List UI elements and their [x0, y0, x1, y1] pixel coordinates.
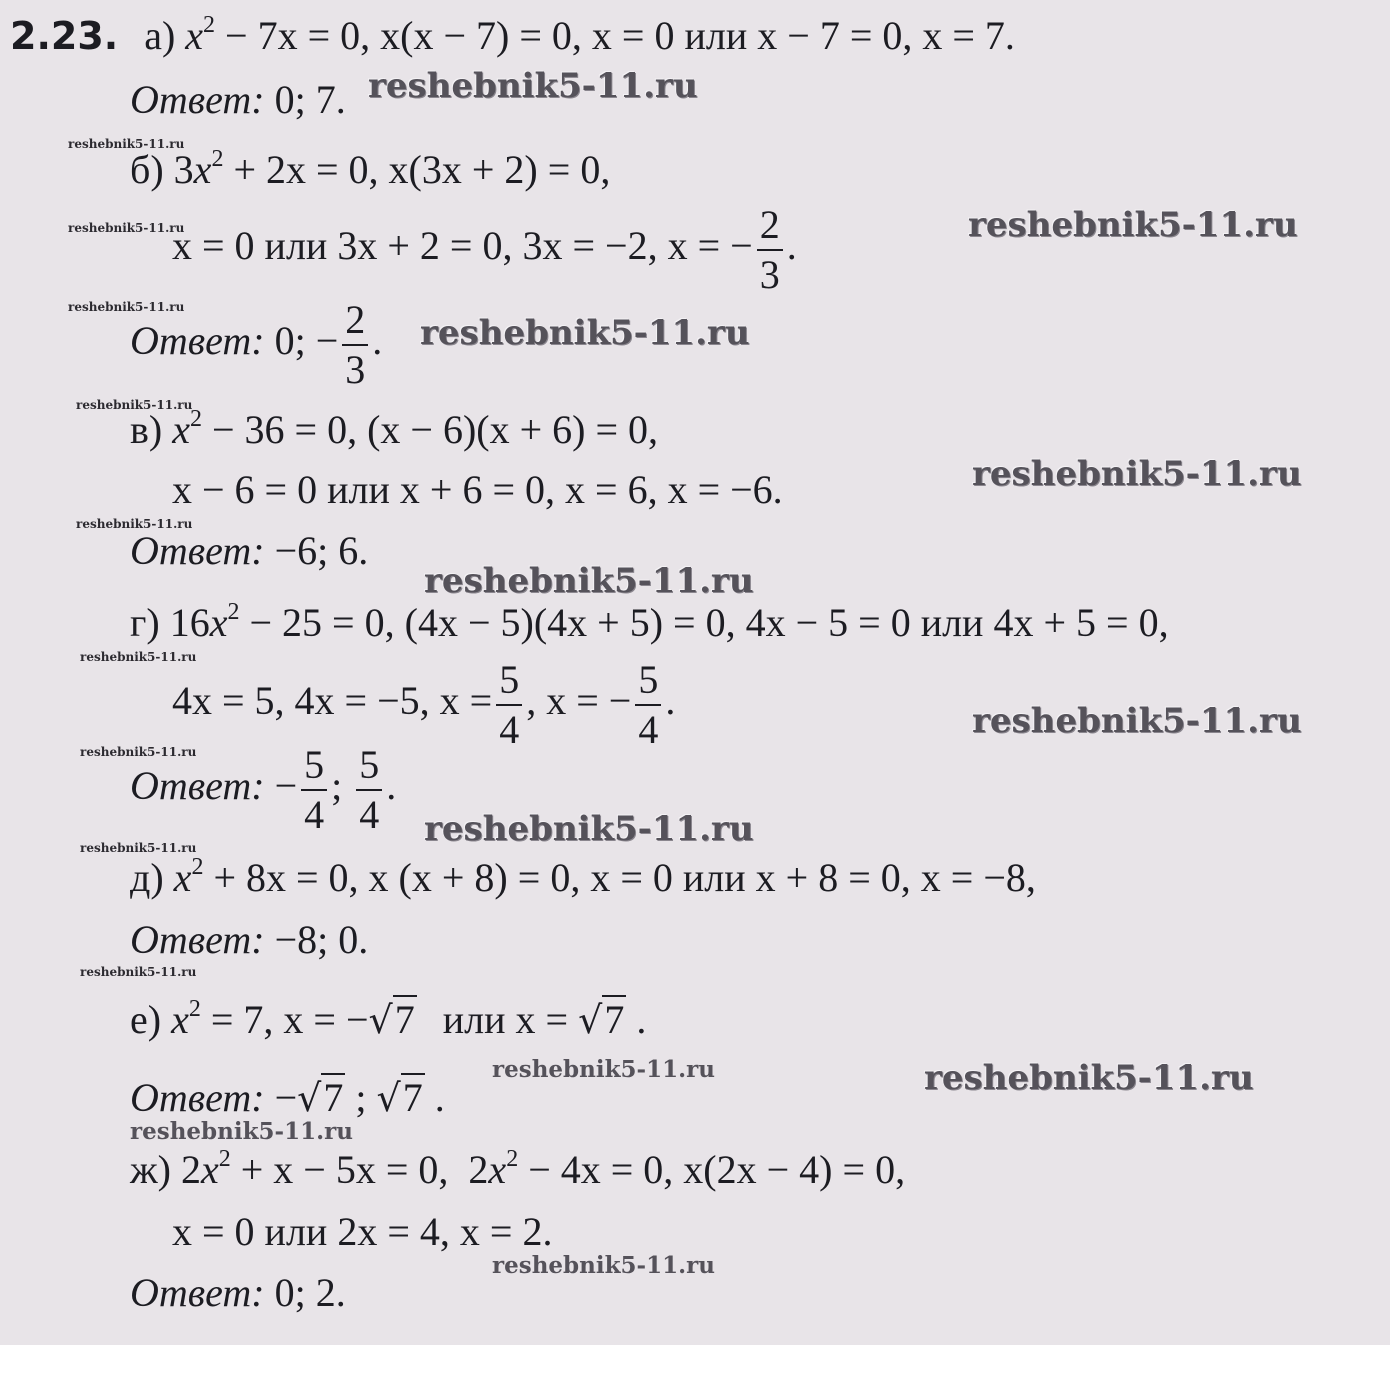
part-g-line-1: г) $16x^2 - 25 = 0$, (4x − 5)(4x + 5) = 0, 4x − 5 = 0 или 4x + 5 = 0,: [130, 599, 1169, 645]
fraction: $\frac{5}{4}$: [635, 660, 661, 750]
part-e-answer: Ответ: −√7 ; √7 .: [130, 1075, 445, 1120]
equation-text: − 25 = 0, (4x − 5)(4x + 5) = 0, 4x − 5 = 0 или 4x + 5 = 0,: [249, 600, 1169, 645]
part-label: б): [130, 147, 164, 192]
part-e-line-1: е) $x^2 = 7$, x = −√7 или x = √7 .: [130, 996, 647, 1042]
equation-text: + x − 5x = 0,: [240, 1147, 449, 1192]
part-v-line-1: в) $x^2 - 36 = 0$, (x − 6)(x + 6) = 0,: [130, 406, 659, 452]
equation-text: , x = −: [526, 678, 632, 724]
equation-text: − 7x = 0, x(x − 7) = 0, x = 0 или x − 7 = 0, x = 7.: [225, 13, 1015, 58]
watermark: reshebnik5-11.ru: [368, 66, 698, 106]
equation-text: − 36 = 0, (x − 6)(x + 6) = 0,: [211, 407, 659, 452]
watermark: reshebnik5-11.ru: [80, 841, 197, 855]
part-a-line: 2.23. а) $x^2 - 7x = 0$, x(x − 7) = 0, x = 0 или x − 7 = 0, x = 7.: [10, 12, 1015, 58]
square-root: √7: [578, 997, 625, 1042]
watermark: reshebnik5-11.ru: [68, 221, 185, 235]
watermark: reshebnik5-11.ru: [68, 137, 185, 151]
part-d-line-1: д) $x^2 + 8x = 0$, x (x + 8) = 0, x = 0 или x + 8 = 0, x = −8,: [130, 854, 1036, 900]
fraction: $\frac{5}{4}$: [301, 745, 327, 835]
fraction: $\frac{5}{4}$: [496, 660, 522, 750]
answer-label: Ответ:: [130, 763, 265, 809]
equation-text: x − 6 = 0 или x + 6 = 0, x = 6, x = −6.: [172, 467, 783, 512]
part-d-answer: [130, 917, 369, 962]
part-v-line-2: [172, 467, 783, 512]
answer-separator: ;: [355, 1075, 367, 1120]
answer-label: Ответ:: [130, 1270, 265, 1315]
part-a-answer: [130, 77, 346, 122]
watermark: reshebnik5-11.ru: [80, 650, 197, 664]
watermark: reshebnik5-11.ru: [968, 205, 1298, 245]
answer-value: −6; 6.: [274, 528, 369, 573]
watermark: reshebnik5-11.ru: [492, 1252, 715, 1279]
answer-label: Ответ:: [130, 318, 265, 364]
equation-text: = 7, x = −: [210, 997, 369, 1042]
watermark: reshebnik5-11.ru: [130, 1118, 353, 1145]
answer-value: 0; 2.: [274, 1270, 346, 1315]
part-label: г): [130, 600, 160, 645]
watermark: reshebnik5-11.ru: [420, 313, 750, 353]
equation-text: x = 0 или 3x + 2 = 0, 3x = −2, x = −: [172, 223, 753, 269]
answer-label: Ответ:: [130, 77, 265, 122]
equation-text: или x =: [442, 997, 569, 1042]
fraction: $\frac{5}{4}$: [356, 745, 382, 835]
answer-label: Ответ:: [130, 917, 265, 962]
watermark: reshebnik5-11.ru: [972, 454, 1302, 494]
part-label: в): [130, 407, 163, 452]
watermark: reshebnik5-11.ru: [76, 517, 193, 531]
watermark: reshebnik5-11.ru: [80, 965, 197, 979]
answer-label: Ответ:: [130, 1075, 265, 1120]
part-g-line-2: 4x = 5, 4x = −5, x = $\frac{5}{4}$ , x = − $\frac{5}{4}$ .: [172, 657, 676, 752]
answer-label: Ответ:: [130, 528, 265, 573]
bottom-margin: [0, 1345, 1390, 1381]
part-zh-line-2: [172, 1209, 553, 1254]
answer-value: 0; 7.: [274, 77, 346, 122]
part-zh-line-1: ж) $2x^2 + x - 5x = 0$, $2x^2 - 4x = 0$, x(2x − 4) = 0,: [130, 1146, 906, 1192]
watermark: reshebnik5-11.ru: [424, 561, 754, 601]
square-root: √7: [297, 1075, 344, 1120]
part-g-answer: Ответ: − $\frac{5}{4}$ ; $\frac{5}{4}$ .: [130, 742, 397, 837]
part-label: е): [130, 997, 162, 1042]
part-v-answer: [130, 528, 369, 573]
part-b-line-2: x = 0 или 3x + 2 = 0, 3x = −2, x = − $\frac{2}{3}$ .: [172, 202, 797, 297]
answer-value: −8; 0.: [274, 917, 369, 962]
equation-text: + 2x = 0, x(3x + 2) = 0,: [233, 147, 611, 192]
equation-text: x = 0 или 2x = 4, x = 2.: [172, 1209, 553, 1254]
fraction: $\frac{2}{3}$: [342, 300, 368, 390]
part-label: а): [144, 13, 176, 58]
fraction: $\frac{2}{3}$: [757, 205, 783, 295]
square-root: √7: [376, 1075, 423, 1120]
square-root: √7: [368, 997, 415, 1042]
watermark: reshebnik5-11.ru: [424, 809, 754, 849]
part-b-answer: Ответ: 0; − $\frac{2}{3}$ .: [130, 297, 383, 392]
watermark: reshebnik5-11.ru: [68, 300, 185, 314]
part-label: д): [130, 855, 164, 900]
part-b-line-1: б) $3x^2 + 2x = 0$, x(3x + 2) = 0,: [130, 146, 611, 192]
part-zh-answer: [130, 1270, 346, 1315]
watermark: reshebnik5-11.ru: [80, 745, 197, 759]
watermark: reshebnik5-11.ru: [924, 1058, 1254, 1098]
equation-text: 4x = 5, 4x = −5, x =: [172, 678, 493, 724]
watermark: reshebnik5-11.ru: [492, 1056, 715, 1083]
part-label: ж): [130, 1147, 171, 1192]
answer-value: 0; −: [274, 318, 339, 364]
equation-text: − 4x = 0, x(2x − 4) = 0,: [528, 1147, 906, 1192]
answer-separator: ;: [331, 763, 343, 809]
problem-number: 2.23.: [10, 14, 119, 58]
equation-text: + 8x = 0, x (x + 8) = 0, x = 0 или x + 8 = 0, x = −8,: [213, 855, 1036, 900]
watermark: reshebnik5-11.ru: [76, 398, 193, 412]
watermark: reshebnik5-11.ru: [972, 701, 1302, 741]
